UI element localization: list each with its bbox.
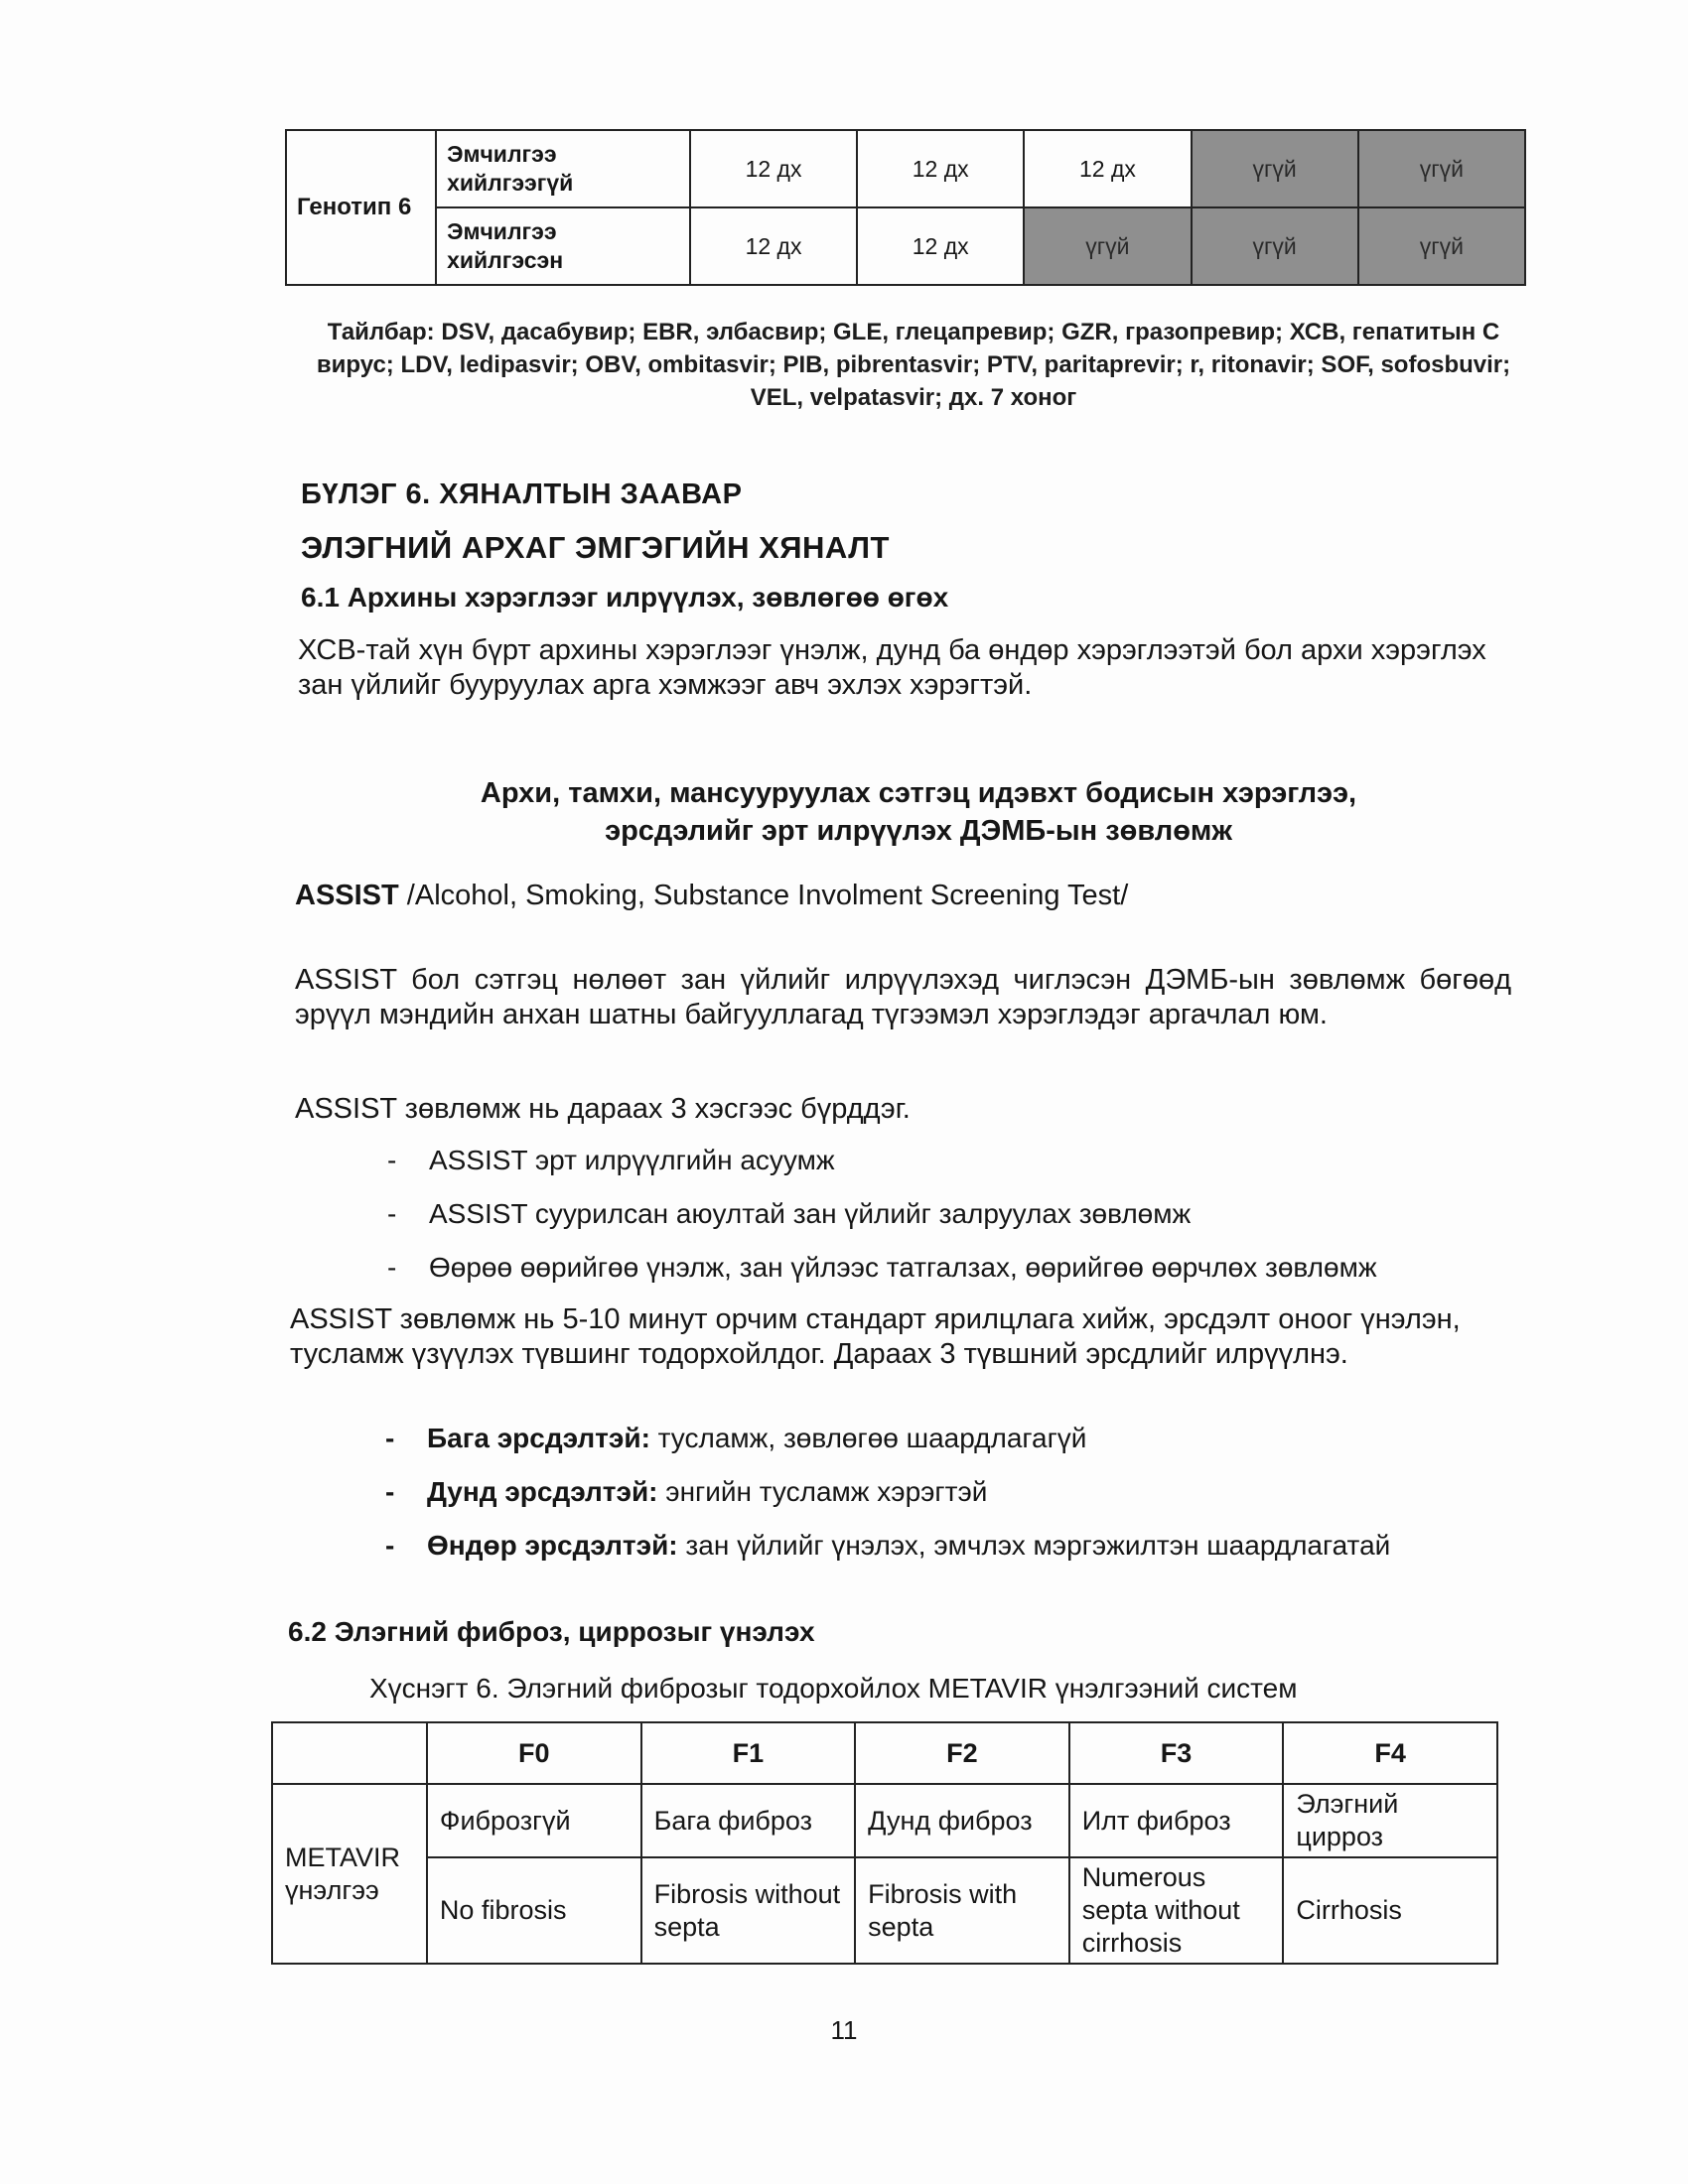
table-cell: Илт фиброз [1069, 1784, 1284, 1857]
list-item: - ASSIST суурилсан аюултай зан үйлийг залруулах зөвлөмж [387, 1198, 1192, 1229]
table-cell: үгүй [1192, 207, 1358, 285]
paragraph-alcohol-screening: ХСВ-тай хүн бүрт архины хэрэглээг үнэлж, дунд ба өндөр хэрэглээтэй бол архи хэрэглэх зан үйлийг бууруулах арга хэмжээг авч эхлэх хэрэгтэй. [298, 634, 1486, 701]
paragraph-assist-description: ASSIST бол сэтгэц нөлөөт зан үйлийг илрүүлэхэд чиглэсэн ДЭМБ-ын зөвлөмж бөгөөд эрүүл мэндийн анхан шатны байгууллагад түгээмэл хэрэглэдэг аргачлал юм. [295, 964, 1511, 1030]
table-cell: үгүй [1358, 207, 1525, 285]
table-header-cell: F1 [641, 1722, 856, 1784]
paragraph-parts-intro: ASSIST зөвлөмж нь дараах 3 хэсгээс бүрддэг. [295, 1093, 911, 1125]
who-title-line-1: Архи, тамхи, мансууруулах сэтгэц идэвхт бодисын хэрэглээ, [480, 777, 1357, 809]
page-number: 11 [830, 2015, 858, 2045]
list-item: - Дунд эрсдэлтэй: энгийн тусламж хэрэгтэй [385, 1476, 988, 1507]
table-cell: No fibrosis [427, 1857, 641, 1964]
table-cell: үгүй [1358, 130, 1525, 207]
table-cell: Фиброзгүй [427, 1784, 641, 1857]
table-cell: 12 дх [857, 130, 1024, 207]
table-header-row [272, 1722, 1497, 1784]
table-cell: Fibrosis with septa [855, 1857, 1069, 1964]
table-header-cell [272, 1722, 427, 1784]
assist-expansion: /Alcohol, Smoking, Substance Involment Screening Test/ [398, 880, 1129, 911]
table-header-cell: F0 [427, 1722, 641, 1784]
metavir-row-label: METAVIR үнэлгээ [272, 1784, 427, 1964]
who-title-line-2: эрсдэлийг эрт илрүүлэх ДЭМБ-ын зөвлөмж [605, 815, 1232, 847]
metavir-table [271, 1721, 1498, 1965]
table-cell: Numerous septa without cirrhosis [1069, 1857, 1284, 1964]
table-cell: Дунд фиброз [855, 1784, 1069, 1857]
chapter-title: БҮЛЭГ 6. ХЯНАЛТЫН ЗААВАР [301, 478, 743, 510]
table-row [286, 130, 1525, 207]
table-cell: үгүй [1192, 130, 1358, 207]
list-item: - Өөрөө өөрийгөө үнэлж, зан үйлээс татгалзах, өөрийгөө өөрчлөх зөвлөмж [387, 1252, 1377, 1283]
table-cell: Fibrosis without septa [641, 1857, 856, 1964]
table-cell: Бага фиброз [641, 1784, 856, 1857]
list-item: - Өндөр эрсдэлтэй: зан үйлийг үнэлэх, эмчлэх мэргэжилтэн шаардлагатай [385, 1530, 1391, 1561]
assist-definition-line [295, 879, 1516, 913]
table-cell: 12 дх [690, 207, 857, 285]
treatment-status-cell: Эмчилгээ хийлгээгүй [436, 130, 690, 207]
subsection-6-2-heading: 6.2 Элэгний фиброз, циррозыг үнэлэх [288, 1616, 815, 1647]
table-caption: Хүснэгт 6. Элэгний фиброзыг тодорхойлох METAVIR үнэлгээний систем [369, 1673, 1298, 1704]
table-header-cell: F4 [1283, 1722, 1497, 1784]
table-cell: 12 дх [690, 130, 857, 207]
table-row [286, 207, 1525, 285]
genotype-table [285, 129, 1526, 286]
section-title: ЭЛЭГНИЙ АРХАГ ЭМГЭГИЙН ХЯНАЛТ [301, 530, 890, 565]
table-row [272, 1857, 1497, 1964]
table-cell: Cirrhosis [1283, 1857, 1497, 1964]
risk-level-label: Бага эрсдэлтэй: [427, 1423, 650, 1453]
table-cell: 12 дх [1024, 130, 1191, 207]
who-recommendation-title [397, 774, 1440, 850]
risk-level-label: Өндөр эрсдэлтэй: [427, 1530, 678, 1561]
paragraph-levels-intro: ASSIST зөвлөмж нь 5-10 минут орчим стандарт ярилцлага хийж, эрсдэлт оноог үнэлэн, тусламж үзүүлэх түвшинг тодорхойлдог. Дараах 3 түвшний эрсдлийг илрүүлнэ. [290, 1303, 1461, 1370]
table-cell: Элэгний цирроз [1283, 1784, 1497, 1857]
table-row [272, 1784, 1497, 1857]
treatment-status-cell: Эмчилгээ хийлгэсэн [436, 207, 690, 285]
abbreviation-note: Тайлбар: DSV, дасабувир; EBR, элбасвир; GLE, глецапревир; GZR, гразопревир; ХСВ, гепатитын С вирус; LDV, ledipasvir; OBV, ombitasvir; PIB, pibrentasvir; PTV, paritaprevir; r, ritonavir; SOF, sofosbuvir; VEL, velpatasvir; дх. 7 хоног [316, 319, 1511, 411]
genotype-label: Генотип 6 [286, 130, 436, 285]
list-item: - ASSIST эрт илрүүлгийн асуумж [387, 1145, 835, 1175]
assist-acronym: ASSIST [295, 880, 399, 911]
table-cell: үгүй [1024, 207, 1191, 285]
list-item: - Бага эрсдэлтэй: тусламж, зөвлөгөө шаардлагагүй [385, 1423, 1087, 1453]
subsection-6-1-heading: 6.1 Архины хэрэглээг илрүүлэх, зөвлөгөө өгөх [301, 582, 949, 613]
table-header-cell: F3 [1069, 1722, 1284, 1784]
risk-level-label: Дунд эрсдэлтэй: [427, 1476, 658, 1507]
table-header-cell: F2 [855, 1722, 1069, 1784]
table-cell: 12 дх [857, 207, 1024, 285]
